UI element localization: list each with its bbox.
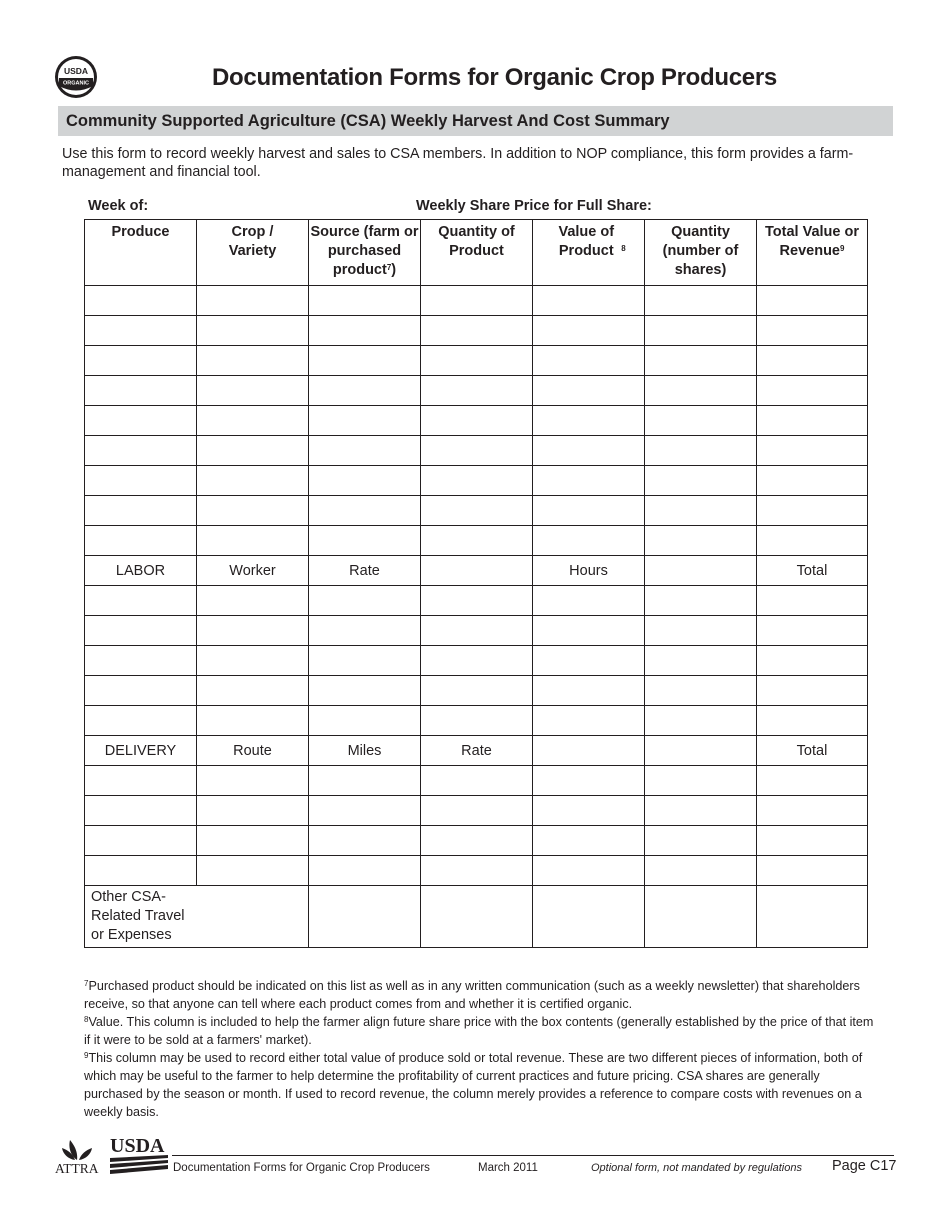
- table-cell[interactable]: [197, 796, 309, 826]
- table-cell[interactable]: [645, 556, 757, 586]
- table-cell[interactable]: [421, 826, 533, 856]
- table-cell[interactable]: [533, 376, 645, 406]
- table-cell[interactable]: [85, 496, 197, 526]
- table-cell[interactable]: [533, 856, 645, 886]
- table-cell[interactable]: [533, 316, 645, 346]
- delivery-row: [85, 856, 868, 886]
- header-crop-variety: Crop / Variety: [197, 220, 309, 286]
- table-cell[interactable]: [645, 796, 757, 826]
- table-cell[interactable]: [533, 676, 645, 706]
- table-cell[interactable]: Worker: [197, 556, 309, 586]
- table-cell[interactable]: [309, 496, 421, 526]
- table-cell[interactable]: [533, 346, 645, 376]
- table-cell[interactable]: [533, 496, 645, 526]
- table-cell[interactable]: [645, 586, 757, 616]
- table-cell[interactable]: [421, 406, 533, 436]
- table-cell[interactable]: [85, 346, 197, 376]
- table-cell[interactable]: [421, 586, 533, 616]
- share-price-label: Weekly Share Price for Full Share:: [416, 198, 652, 214]
- footer-date: March 2011: [478, 1162, 538, 1174]
- table-cell[interactable]: [421, 886, 533, 948]
- seal-text-top: USDA: [63, 66, 89, 76]
- usda-logo-icon: [110, 1134, 170, 1178]
- table-cell[interactable]: [533, 706, 645, 736]
- table-cell[interactable]: [533, 646, 645, 676]
- table-cell[interactable]: [645, 826, 757, 856]
- produce-row: [85, 376, 868, 406]
- table-cell[interactable]: [85, 676, 197, 706]
- labor-row: [85, 616, 868, 646]
- table-cell[interactable]: [85, 586, 197, 616]
- table-cell[interactable]: [309, 766, 421, 796]
- delivery-row: [85, 766, 868, 796]
- table-cell[interactable]: [197, 316, 309, 346]
- table-cell[interactable]: [645, 286, 757, 316]
- table-cell[interactable]: LABOR: [85, 556, 197, 586]
- table-cell[interactable]: [533, 526, 645, 556]
- table-cell[interactable]: [421, 466, 533, 496]
- table-cell[interactable]: [309, 886, 421, 948]
- produce-row: [85, 286, 868, 316]
- table-cell[interactable]: [309, 826, 421, 856]
- produce-row: [85, 496, 868, 526]
- table-cell[interactable]: [421, 376, 533, 406]
- table-cell[interactable]: [645, 466, 757, 496]
- table-cell[interactable]: [197, 526, 309, 556]
- table-cell[interactable]: [197, 496, 309, 526]
- table-cell[interactable]: [421, 856, 533, 886]
- table-cell[interactable]: [533, 286, 645, 316]
- produce-row: [85, 466, 868, 496]
- table-cell[interactable]: [197, 676, 309, 706]
- table-cell[interactable]: [757, 706, 868, 736]
- table-cell[interactable]: [421, 346, 533, 376]
- table-cell[interactable]: [309, 286, 421, 316]
- produce-row: [85, 316, 868, 346]
- table-cell[interactable]: [757, 886, 868, 948]
- produce-row: [85, 526, 868, 556]
- table-cell[interactable]: [645, 766, 757, 796]
- table-cell[interactable]: [309, 586, 421, 616]
- table-cell[interactable]: [757, 856, 868, 886]
- table-cell[interactable]: [757, 766, 868, 796]
- table-cell[interactable]: [309, 346, 421, 376]
- header-produce: Produce: [85, 220, 197, 286]
- table-cell[interactable]: [421, 646, 533, 676]
- form-title-band: [58, 106, 893, 136]
- table-cell[interactable]: [309, 526, 421, 556]
- other-expenses-cell[interactable]: [85, 886, 309, 948]
- table-cell[interactable]: Rate: [421, 736, 533, 766]
- table-cell[interactable]: Hours: [533, 556, 645, 586]
- table-cell[interactable]: [85, 826, 197, 856]
- table-cell[interactable]: [421, 436, 533, 466]
- table-cell[interactable]: [645, 856, 757, 886]
- table-cell[interactable]: [309, 676, 421, 706]
- table-cell[interactable]: [757, 346, 868, 376]
- table-cell[interactable]: [757, 676, 868, 706]
- table-cell[interactable]: [309, 616, 421, 646]
- footnote-7: $^7$Purchased product should be indicated on this list as well as in any written communication (such as a weekly newsletter) that shareholders receive, so that anyone can tell where each product comes from and whether it is certified organic.: [84, 979, 860, 1011]
- page-title: Documentation Forms for Organic Crop Producers: [212, 64, 777, 91]
- table-cell[interactable]: [421, 286, 533, 316]
- footnote-8: $^8$Value. This column is included to help the farmer align future share price with the box contents (generally established by the price of that item if it were to be sold at a farmers' market).: [84, 1015, 874, 1047]
- table-cell[interactable]: [421, 706, 533, 736]
- table-cell[interactable]: [85, 796, 197, 826]
- table-cell[interactable]: [533, 586, 645, 616]
- table-cell[interactable]: [757, 406, 868, 436]
- table-cell[interactable]: [533, 886, 645, 948]
- table-cell[interactable]: [421, 676, 533, 706]
- usda-logo-text: USDA: [110, 1135, 165, 1157]
- header-total-value: Total Value or Revenue$^9$: [757, 220, 868, 286]
- table-cell[interactable]: [309, 316, 421, 346]
- table-cell[interactable]: [85, 646, 197, 676]
- harvest-cost-table: [84, 219, 868, 948]
- header-source: Source (farm or purchased product$^7$): [309, 220, 421, 286]
- table-cell[interactable]: [85, 436, 197, 466]
- table-cell[interactable]: [421, 766, 533, 796]
- table-cell[interactable]: [757, 466, 868, 496]
- form-title: Community Supported Agriculture (CSA) Weekly Harvest And Cost Summary: [66, 112, 670, 130]
- table-cell[interactable]: [421, 556, 533, 586]
- table-cell[interactable]: [309, 436, 421, 466]
- table-cell[interactable]: [757, 496, 868, 526]
- table-cell[interactable]: [85, 286, 197, 316]
- footer-doc-title: Documentation Forms for Organic Crop Producers: [173, 1162, 430, 1174]
- table-cell[interactable]: Rate: [309, 556, 421, 586]
- table-cell[interactable]: DELIVERY: [85, 736, 197, 766]
- other-expenses-label: Other CSA-Related Travel or Expenses: [91, 889, 185, 943]
- table-cell[interactable]: [645, 706, 757, 736]
- table-cell[interactable]: [757, 376, 868, 406]
- footer-rule: [172, 1155, 894, 1156]
- page-number: Page C17: [832, 1158, 897, 1174]
- table-cell[interactable]: [645, 646, 757, 676]
- table-cell[interactable]: [309, 376, 421, 406]
- table-cell[interactable]: Miles: [309, 736, 421, 766]
- table-cell[interactable]: [533, 406, 645, 436]
- table-cell[interactable]: [757, 286, 868, 316]
- table-cell[interactable]: [645, 496, 757, 526]
- footer-note: Optional form, not mandated by regulations: [591, 1162, 802, 1174]
- table-cell[interactable]: [309, 796, 421, 826]
- footnote-9: $^9$This column may be used to record either total value of produce sold or total revenue. These are two different pieces of information, both of which may be useful to the farmer to help determine the profitability of current practices and future pricing. CSA shares are generally purchased by the season or month. If used to record revenue, the column merely provides a reference to compare costs with revenues on a weekly basis.: [84, 1051, 863, 1119]
- table-cell[interactable]: [533, 466, 645, 496]
- table-cell[interactable]: [197, 766, 309, 796]
- table-cell[interactable]: [197, 856, 309, 886]
- table-cell[interactable]: [85, 466, 197, 496]
- table-cell[interactable]: [421, 526, 533, 556]
- table-cell[interactable]: [757, 616, 868, 646]
- table-cell[interactable]: [757, 526, 868, 556]
- labor-row: [85, 706, 868, 736]
- table-cell[interactable]: [645, 886, 757, 948]
- header-quantity-product: Quantity of Product: [421, 220, 533, 286]
- table-cell[interactable]: [533, 616, 645, 646]
- table-cell[interactable]: [645, 736, 757, 766]
- labor-row: [85, 646, 868, 676]
- table-cell[interactable]: [645, 376, 757, 406]
- table-cell[interactable]: [85, 856, 197, 886]
- labor-row: [85, 676, 868, 706]
- table-cell[interactable]: [197, 586, 309, 616]
- table-cell[interactable]: [645, 406, 757, 436]
- table-cell[interactable]: [533, 826, 645, 856]
- produce-row: [85, 406, 868, 436]
- seal-text-bottom: ORGANIC: [63, 80, 89, 87]
- table-cell[interactable]: [197, 706, 309, 736]
- footnotes: [84, 977, 874, 1121]
- table-cell[interactable]: [85, 376, 197, 406]
- table-cell[interactable]: [197, 286, 309, 316]
- table-cell[interactable]: [421, 316, 533, 346]
- table-cell[interactable]: [197, 466, 309, 496]
- table-cell[interactable]: [421, 796, 533, 826]
- table-cell[interactable]: [197, 616, 309, 646]
- week-of-label: Week of:: [88, 198, 149, 214]
- produce-row: [85, 436, 868, 466]
- table-cell[interactable]: [309, 646, 421, 676]
- table-cell[interactable]: [757, 316, 868, 346]
- table-cell[interactable]: [85, 766, 197, 796]
- labor-row: [85, 586, 868, 616]
- table-cell[interactable]: [309, 406, 421, 436]
- table-cell[interactable]: [645, 616, 757, 646]
- attra-wordmark: ATTRA: [55, 1161, 99, 1176]
- other-expenses-row: [85, 886, 868, 948]
- labor-header-row: [85, 556, 868, 586]
- table-cell[interactable]: [309, 856, 421, 886]
- delivery-row: [85, 796, 868, 826]
- table-cell[interactable]: [757, 586, 868, 616]
- usda-organic-seal-icon: [54, 55, 98, 99]
- header-quantity-shares: Quantity (number of shares): [645, 220, 757, 286]
- form-intro: Use this form to record weekly harvest and sales to CSA members. In addition to NOP compliance, this form provides a farm-management and financial tool.: [62, 146, 854, 180]
- table-cell[interactable]: [645, 526, 757, 556]
- produce-row: [85, 346, 868, 376]
- table-cell[interactable]: [85, 406, 197, 436]
- table-cell[interactable]: [197, 646, 309, 676]
- table-cell[interactable]: [197, 376, 309, 406]
- header-value-product: Value of Product $^8$: [533, 220, 645, 286]
- table-cell[interactable]: Route: [197, 736, 309, 766]
- table-header-row: [85, 220, 868, 286]
- table-cell[interactable]: [645, 676, 757, 706]
- table-cell[interactable]: [309, 706, 421, 736]
- table-cell[interactable]: [197, 406, 309, 436]
- table-cell[interactable]: [645, 346, 757, 376]
- table-cell[interactable]: [757, 436, 868, 466]
- table-cell[interactable]: [421, 616, 533, 646]
- table-cell[interactable]: [533, 436, 645, 466]
- table-cell[interactable]: [197, 346, 309, 376]
- delivery-header-row: [85, 736, 868, 766]
- table-cell[interactable]: [645, 436, 757, 466]
- table-cell[interactable]: Total: [757, 556, 868, 586]
- table-cell[interactable]: [309, 466, 421, 496]
- table-cell[interactable]: [757, 826, 868, 856]
- table-cell[interactable]: [197, 436, 309, 466]
- table-cell[interactable]: [757, 646, 868, 676]
- table-cell[interactable]: [85, 616, 197, 646]
- table-cell[interactable]: [533, 766, 645, 796]
- table-cell[interactable]: [533, 736, 645, 766]
- delivery-row: [85, 826, 868, 856]
- table-cell[interactable]: [757, 796, 868, 826]
- table-cell[interactable]: [85, 526, 197, 556]
- table-cell[interactable]: [645, 316, 757, 346]
- table-cell[interactable]: [533, 796, 645, 826]
- table-cell[interactable]: [421, 496, 533, 526]
- table-cell[interactable]: [197, 826, 309, 856]
- table-cell[interactable]: [85, 706, 197, 736]
- table-cell[interactable]: [85, 316, 197, 346]
- table-cell[interactable]: Total: [757, 736, 868, 766]
